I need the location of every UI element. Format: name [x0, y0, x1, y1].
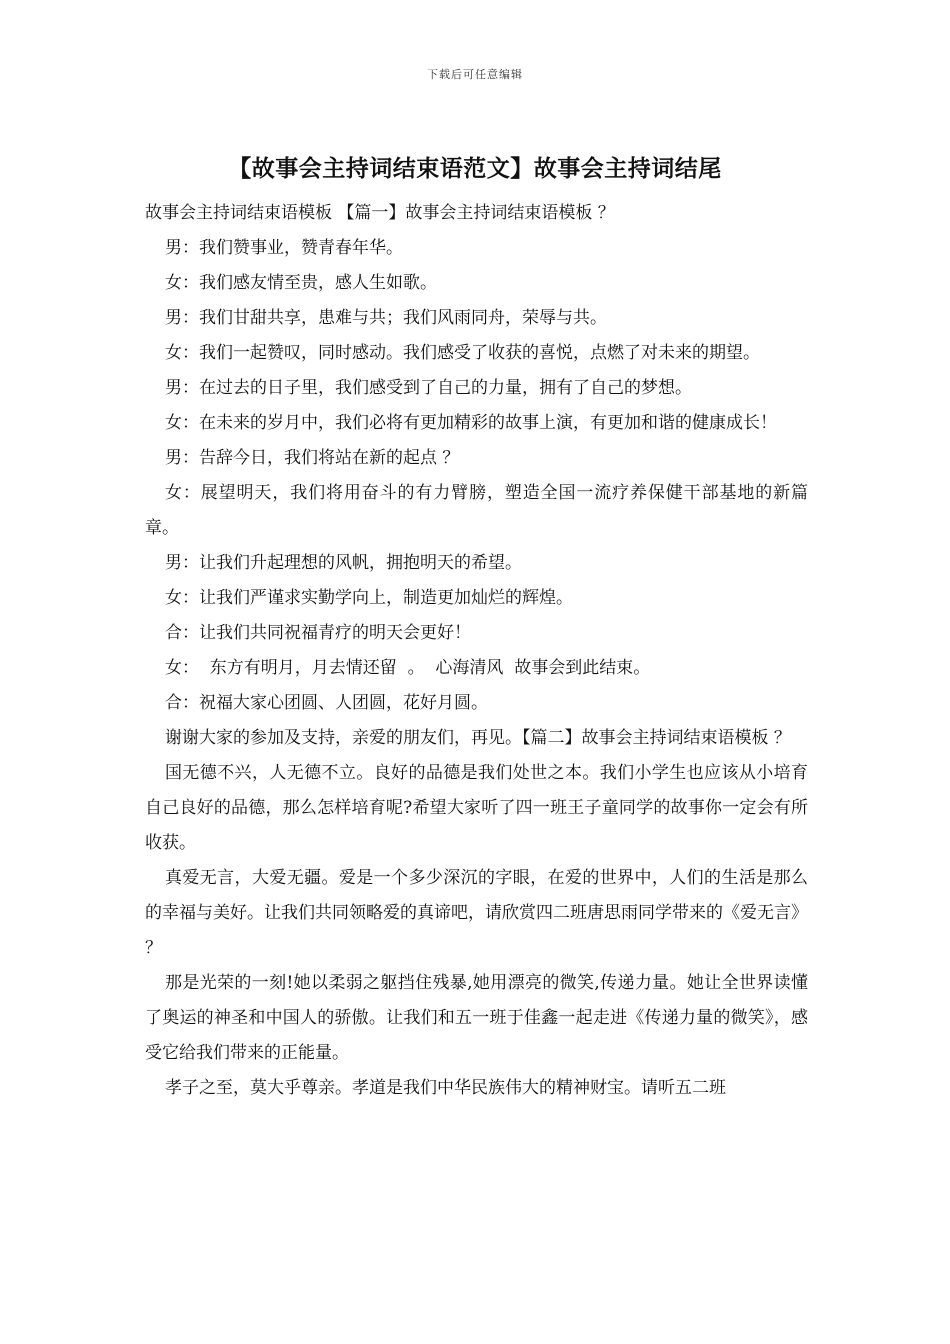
paragraph: 故事会主持词结束语模板 【篇一】故事会主持词结束语模板 ？ [145, 203, 615, 223]
paragraph: 女：让我们严谨求实勤学向上，制造更加灿烂的辉煌。 [165, 588, 573, 608]
paragraph: 女：展望明天，我们将用奋斗的有力臂膀，塑造全国一流疗养保健干部基地的新篇章。 [145, 483, 808, 538]
paragraph: 男：告辞今日，我们将站在新的起点 ？ [165, 448, 460, 468]
paragraph: 女：在未来的岁月中，我们必将有更加精彩的故事上演，有更加和谐的健康成长！ [165, 413, 777, 433]
paragraph: 国无德不兴，人无德不立。良好的品德是我们处世之本。我们小学生也应该从小培育自己良好的品德，那么怎样培育呢?希望大家听了四一班王子童同学的故事你一定会有所收获。 [145, 763, 808, 853]
document-body [145, 196, 808, 1106]
paragraph: 男：我们甘甜共享，患难与共；我们风雨同舟，荣辱与共。 [165, 308, 607, 328]
paragraph: 女：我们一起赞叹，同时感动。我们感受了收获的喜悦，点燃了对未来的期望。 [165, 343, 760, 363]
paragraph: 男：在过去的日子里，我们感受到了自己的力量，拥有了自己的梦想。 [165, 378, 692, 398]
paragraph: 合：祝福大家心团圆、人团圆，花好月圆。 [165, 693, 488, 713]
paragraph: 男：让我们升起理想的风帆，拥抱明天的希望。 [165, 553, 522, 573]
document-title: 【故事会主持词结束语范文】故事会主持词结尾 [228, 155, 722, 182]
paragraph: 女：我们感友情至贵，感人生如歌。 [165, 273, 437, 293]
paragraph: 男：我们赞事业，赞青春年华。 [165, 238, 403, 258]
paragraph: 那是光荣的一刻!她以柔弱之躯挡住残暴,她用漂亮的微笑,传递力量。她让全世界读懂了奥运的神圣和中国人的骄傲。让我们和五一班于佳鑫一起走进《传递力量的微笑》，感受它给我们带来的正能量。 [145, 973, 808, 1063]
paragraph: 孝子之至，莫大乎尊亲。孝道是我们中华民族伟大的精神财宝。请听五二班 [165, 1078, 726, 1098]
paragraph: 女： 东方有明月，月去情还留 。 心海清风 故事会到此结束。 [165, 658, 651, 678]
paragraph: 合：让我们共同祝福青疗的明天会更好！ [165, 623, 471, 643]
page-header-note: 下载后可任意编辑 [427, 68, 523, 81]
paragraph: 谢谢大家的参加及支持，亲爱的朋友们，再见。【篇二】故事会主持词结束语模板 ？ [165, 728, 791, 748]
paragraph: 真爱无言，大爱无疆。爱是一个多少深沉的字眼，在爱的世界中，人们的生活是那么的幸福与美好。让我们共同领略爱的真谛吧，请欣赏四二班唐思雨同学带来的《爱无言》 ？ [145, 868, 808, 958]
